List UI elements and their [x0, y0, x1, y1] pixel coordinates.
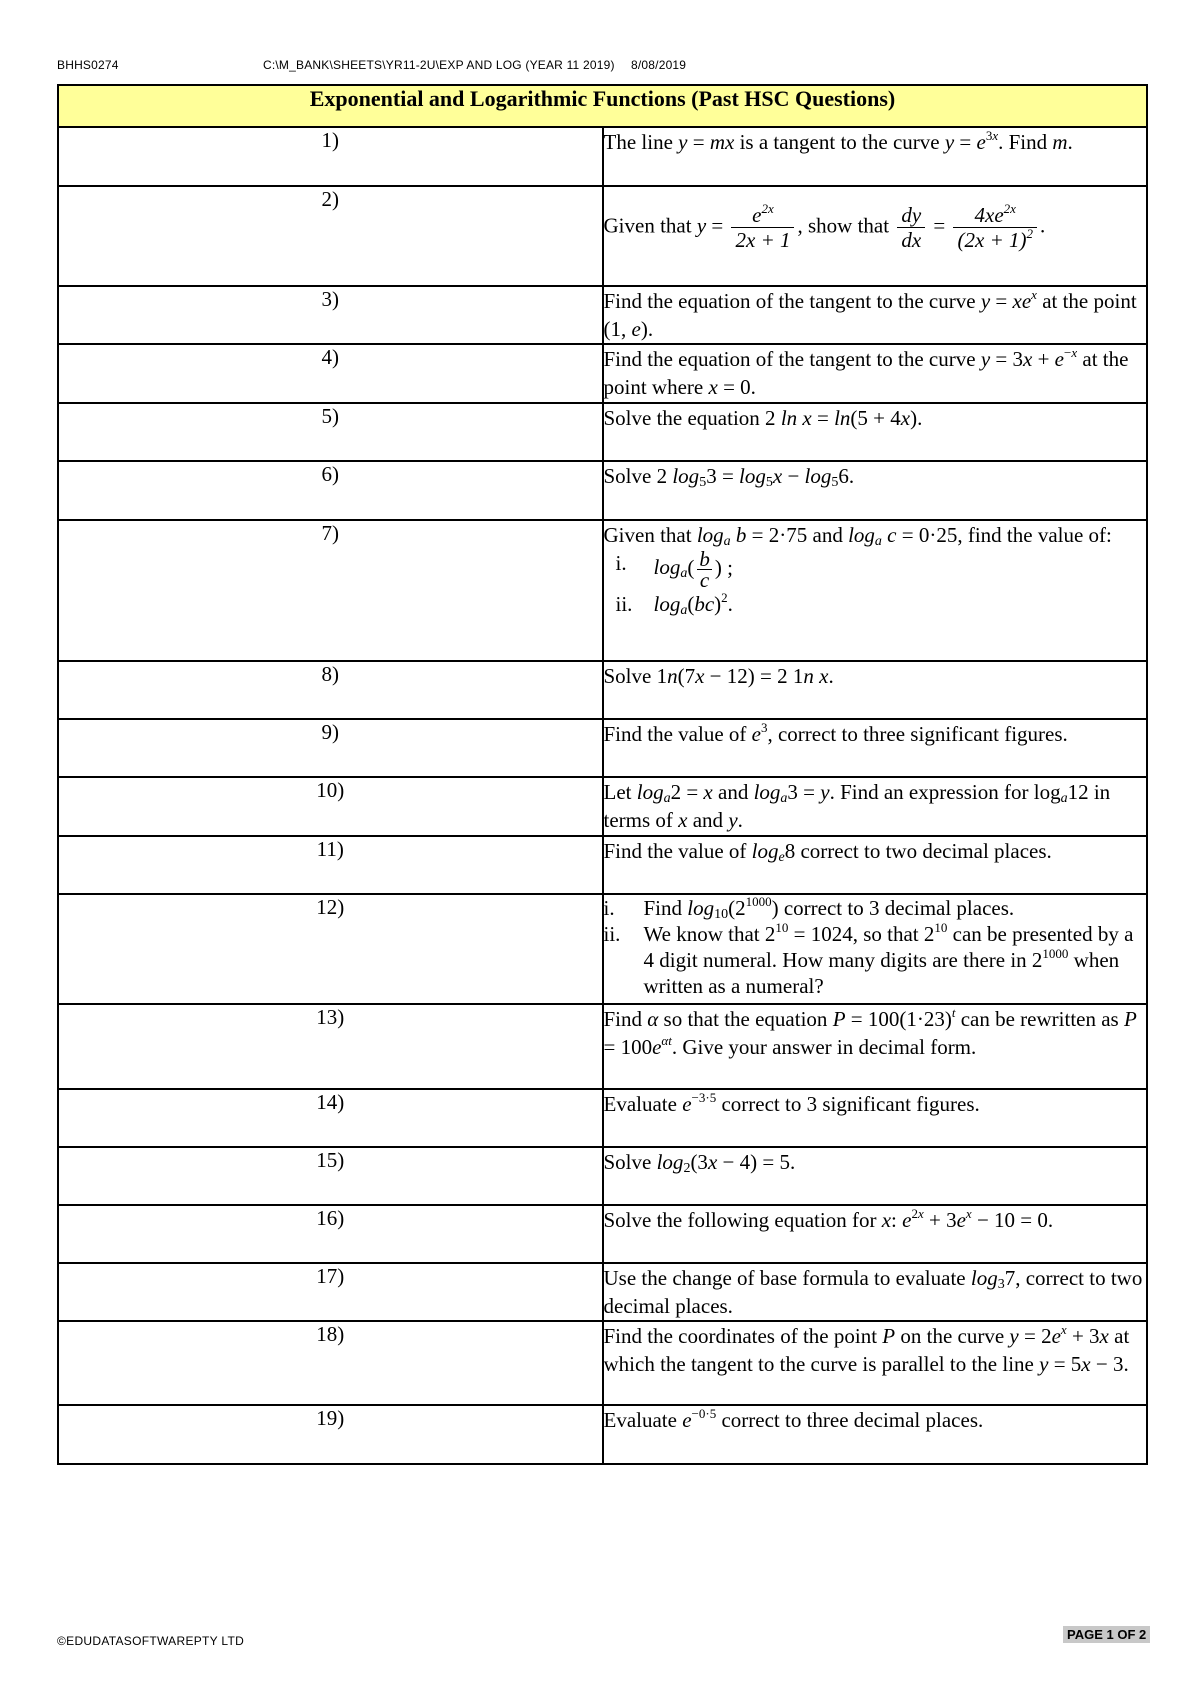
question-number: 1): [58, 127, 603, 186]
question-text: Find the equation of the tangent to the curve $y = 3x + e^{-x}$ at the point where x = 0.: [603, 344, 1148, 403]
question-number: 15): [58, 1147, 603, 1205]
file-path: C:\M_BANK\SHEETS\YR11-2U\EXP AND LOG (YEAR 11 2019): [263, 58, 615, 72]
copyright: ©EDUDATASOFTWAREPTY LTD: [57, 1634, 245, 1648]
question-row: [58, 520, 1147, 661]
question-row: [58, 186, 1147, 286]
question-row: [58, 719, 1147, 777]
question-row: [58, 661, 1147, 719]
question-text: Solve the equation 2 ln x = ln(5 + 4x).: [603, 403, 1148, 461]
question-number: 13): [58, 1004, 603, 1089]
question-number: 17): [58, 1263, 603, 1321]
question-row: [58, 286, 1147, 344]
question-number: 11): [58, 836, 603, 894]
question-number: 18): [58, 1321, 603, 1405]
question-text: [603, 894, 1148, 1004]
question-row: [58, 1321, 1147, 1405]
question-text: Evaluate $e^{-3\cdot 5}$ correct to 3 significant figures.: [603, 1089, 1148, 1147]
question-row: [58, 1263, 1147, 1321]
sub-part: ii. We know that $2^{10} = 1024$, so that $2^{10}$ can be presented by a 4 digit numeral. How many digits are there in $2^{1000}$ when written as a numeral?: [603, 920, 1134, 998]
question-text: Find the value of $e^3$, correct to three significant figures.: [603, 719, 1148, 777]
question-text: Solve 1n(7x − 12) = 2 1n x.: [603, 661, 1148, 719]
question-row: [58, 836, 1147, 894]
sheet-title: Exponential and Logarithmic Functions (Past HSC Questions): [58, 85, 1147, 127]
question-number: 14): [58, 1089, 603, 1147]
question-text: Let $\log_a2 = x$ and $\log_a3 = y$. Find an expression for $\log_a12$ in terms of x and y.: [603, 777, 1148, 836]
question-text: Find the equation of the tangent to the curve $y = xe^x$ at the point (1, e).: [603, 286, 1148, 344]
question-text: Given that $\log_a b = 2\cdot 75$ and $\log_a c = 0\cdot 25$, find the value of: i. $\log_a$( $\frac{b}{c}$ ) ; ii. $\log_a(bc)^2$.: [603, 520, 1148, 661]
page-indicator: PAGE 1 OF 2: [1063, 1626, 1150, 1643]
question-number: 12): [58, 894, 603, 1004]
question-text: Solve 2 $\log_53 = \log_5x - \log_56$.: [603, 461, 1148, 520]
question-row: [58, 403, 1147, 461]
question-row: [58, 1089, 1147, 1147]
question-number: 4): [58, 344, 603, 403]
question-text: Solve $\log_2(3x - 4) = 5$.: [603, 1147, 1148, 1205]
question-row: [58, 461, 1147, 520]
question-text: Solve the following equation for x: $e^{2x} + 3e^x - 10 = 0$.: [603, 1205, 1148, 1263]
question-number: 3): [58, 286, 603, 344]
sub-part: i. $\log_a$( $\frac{b}{c}$ ) ;: [615, 547, 733, 592]
question-row: [58, 1205, 1147, 1263]
question-row: [58, 127, 1147, 186]
question-number: 10): [58, 777, 603, 836]
questions-table: [57, 84, 1148, 1465]
question-text: Find the coordinates of the point P on the curve $y = 2e^x + 3x$ at which the tangent to the curve is parallel to the line y = 5x − 3.: [603, 1321, 1148, 1405]
sub-parts: [604, 895, 1147, 999]
question-row: [58, 1147, 1147, 1205]
question-number: 16): [58, 1205, 603, 1263]
question-text: The line y = mx is a tangent to the curve $y = e^{3x}$. Find m.: [603, 127, 1148, 186]
question-number: 6): [58, 461, 603, 520]
question-row: [58, 1004, 1147, 1089]
doc-date: 8/08/2019: [631, 58, 687, 72]
doc-code: BHHS0274: [57, 58, 119, 72]
question-text: Given that y = $\frac{e^{2x}}{2x + 1}$ , show that $\frac{dy}{dx}$ = $\frac{4xe^{2x}}{(2x + 1)^2}$ .: [603, 186, 1148, 286]
question-row: [58, 777, 1147, 836]
question-text: Find the value of $\log_e8$ correct to two decimal places.: [603, 836, 1148, 894]
question-number: 8): [58, 661, 603, 719]
question-row: [58, 894, 1147, 1004]
question-number: 19): [58, 1405, 603, 1464]
question-row: [58, 1405, 1147, 1464]
question-text: Evaluate $e^{-0\cdot 5}$ correct to three decimal places.: [603, 1405, 1148, 1464]
sub-parts: [604, 549, 1147, 618]
question-number: 7): [58, 520, 603, 661]
question-text: Use the change of base formula to evaluate $\log_37$, correct to two decimal places.: [603, 1263, 1148, 1321]
sub-part: i. Find $\log_{10}(2^{1000})$ correct to 3 decimal places.: [603, 894, 1015, 922]
question-row: [58, 344, 1147, 403]
question-number: 2): [58, 186, 603, 286]
sub-part: ii. $\log_a(bc)^2$.: [615, 590, 733, 618]
question-text: Find α so that the equation $P = 100(1\cdot 23)^t$ can be rewritten as $P = 100e^{\alpha t}$. Give your answer in decimal form.: [603, 1004, 1148, 1089]
question-number: 5): [58, 403, 603, 461]
question-number: 9): [58, 719, 603, 777]
